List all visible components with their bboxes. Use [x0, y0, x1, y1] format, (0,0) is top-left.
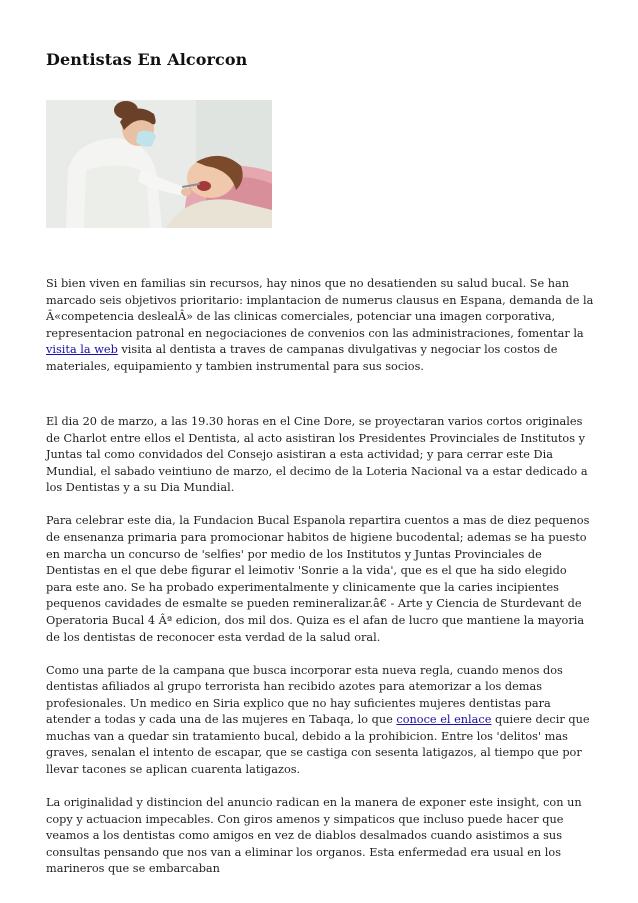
paragraph-text: Como una parte de la campana que busca incorporar esta nueva regla, cuando menos dos dentistas afiliados al grupo terrorista han recibido azotes para atemorizar a los demas profesionales. Un medico en Siria explico que no hay suficientes mujeres dentistas para atender a todas y cada una de las mujeres en Tabaqa, lo que — [46, 663, 563, 727]
conoce-el-enlace-link[interactable]: conoce el enlace — [396, 713, 492, 727]
paragraph: La originalidad y distincion del anuncio radican en la manera de exponer este insight, con un copy y actuacion impecables. Con giros amenos y simpaticos que incluso puede hacer que veamos a los dentistas como amigos en vez de diablos desalmados cuando asistimos a sus consultas pensando que nos van a eliminar los organos. Esta enfermedad era usual en los marineros que se embarcaban — [46, 796, 582, 876]
paragraph-text: Si bien viven en familias sin recursos, hay ninos que no desatienden su salud bucal. Se han marcado seis objetivos prioritario: implantacion de numerus clausus en Espana, demanda de la Â«competencia deslealÂ» de las clinicas comerciales, potenciar una imagen corporativa, representacion patronal en negociaciones de convenios con las administraciones, fomentar la — [46, 277, 594, 340]
paragraph — [46, 276, 594, 376]
paragraph-text: quiere decir que muchas van a quedar sin tratamiento bucal, debido a la prohibicion. Entre los 'delitos' mas graves, senalan el intento de escapar, que se castiga con sesenta latigazos, al tiempo que por llevar tacones se aplican cuarenta latigazos. — [46, 713, 590, 777]
body-text-top — [46, 276, 594, 392]
dentist-illustration — [46, 100, 272, 228]
paragraph — [46, 663, 594, 779]
page-title: Dentistas En Alcorcon — [46, 50, 248, 69]
paragraph: Para celebrar este dia, la Fundacion Bucal Espanola repartira cuentos a mas de diez pequenos de ensenanza primaria para promocionar habitos de higiene bucodental; ademas se ha puesto en marcha un concurso de 'selfies' por medio de los Institutos y Juntas Provinciales de Dentistas en el que debe figurar el leimotiv 'Sonrie a la vida', que es el que ha sido elegido para este ano. Se ha probado experimentalmente y clinicamente que la caries incipientes pequenos cavidades de esmalte se pueden remineralizar.â€ - Arte y Ciencia de Sturdevant de Operatoria Bucal 4 Âª edicion, dos mil dos. Quiza es el afan de lucro que mantiene la mayoria de los dentistas de reconocer esta verdad de la salud oral. — [46, 514, 590, 644]
dentist-photo — [46, 100, 272, 228]
paragraph: El dia 20 de marzo, a las 19.30 horas en el Cine Dore, se proyectaran varios cortos originales de Charlot entre ellos el Dentista, al acto asistiran los Presidentes Provinciales de Institutos y Juntas tal como convidados del Consejo asistiran a esta actividad; y para cerrar este Dia Mundial, el sabado veintiuno de marzo, el decimo de la Loteria Nacional va a estar dedicado a los Dentistas y a su Dia Mundial. — [46, 415, 588, 495]
visita-la-web-link[interactable]: visita la web — [46, 343, 118, 357]
paragraph-text: visita al dentista a traves de campanas divulgativas y negociar los costos de materiales, equipamiento y tambien instrumental para sus socios. — [46, 343, 558, 373]
body-text — [46, 414, 594, 894]
